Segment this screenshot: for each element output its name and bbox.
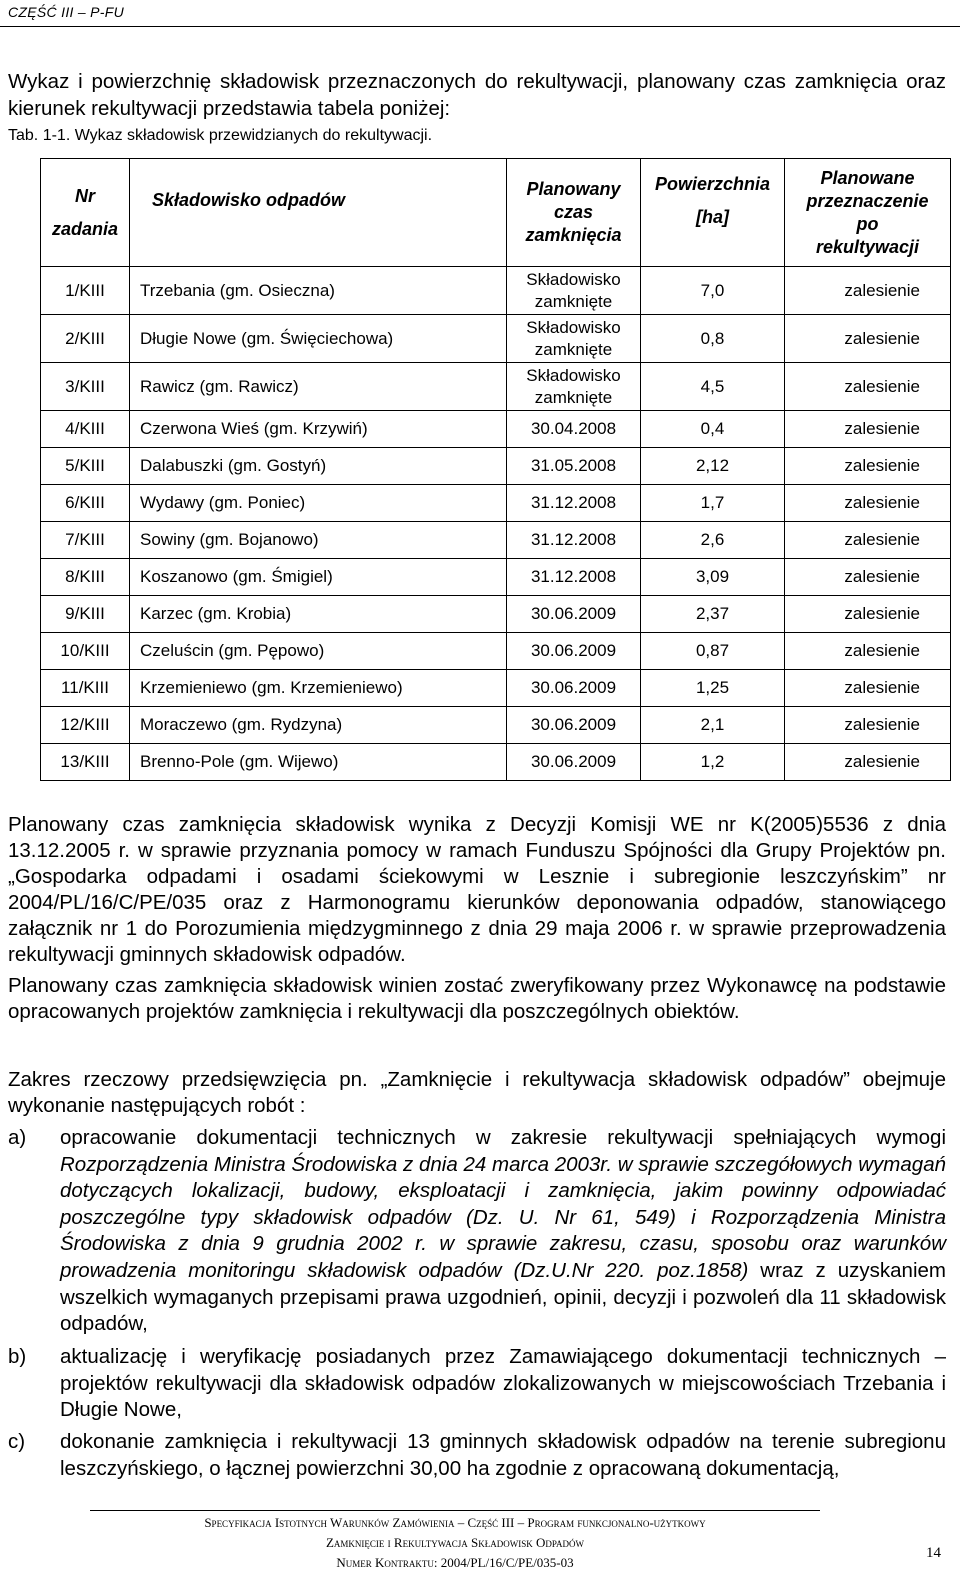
- cell-time: 30.04.2008: [507, 411, 641, 448]
- footer-line-2: Zamknięcie i Rekultywacja Składowisk Odpadów: [325, 1535, 585, 1550]
- cell-purpose: zalesienie: [785, 707, 951, 744]
- cell-time: [507, 315, 641, 363]
- list-item: [8, 1125, 946, 1338]
- cell-name: Koszanowo (gm. Śmigiel): [130, 559, 507, 596]
- cell-purpose: zalesienie: [785, 315, 951, 363]
- cell-area: 1,7: [641, 485, 785, 522]
- cell-area: 7,0: [641, 267, 785, 315]
- header-nr: [41, 159, 130, 267]
- cell-area: 0,87: [641, 633, 785, 670]
- table-row: [41, 485, 951, 522]
- cell-purpose: zalesienie: [785, 485, 951, 522]
- list-text: [60, 1125, 946, 1338]
- table-row: [41, 267, 951, 315]
- cell-time: 30.06.2009: [507, 596, 641, 633]
- cell-name: Moraczewo (gm. Rydzyna): [130, 707, 507, 744]
- cell-area: 2,12: [641, 448, 785, 485]
- header-purpose-line: rekultywacji: [815, 236, 920, 257]
- cell-time-line: zamknięte: [534, 291, 613, 311]
- cell-nr: 1/KIII: [41, 267, 130, 315]
- cell-purpose: zalesienie: [785, 670, 951, 707]
- cell-purpose: zalesienie: [785, 633, 951, 670]
- cell-time-line: Składowisko: [526, 365, 621, 385]
- header-nr-line: Nr: [74, 185, 95, 206]
- landfill-table: [40, 158, 951, 781]
- list-text-lead: aktualizację i weryfikację posiadanych przez Zamawiającego dokumentacji technicznych – projektów rekultywacji dla składowisk odpadów zlokalizowanych w miejscowościach Trzebania i Długie Nowe,: [60, 1345, 946, 1422]
- header-nr-line: zadania: [51, 218, 119, 239]
- cell-nr: 8/KIII: [41, 559, 130, 596]
- cell-nr: 5/KIII: [41, 448, 130, 485]
- cell-name: Wydawy (gm. Poniec): [130, 485, 507, 522]
- paragraph-verification: Planowany czas zamknięcia składowisk winien zostać zweryfikowany przez Wykonawcę na podstawie opracowanych projektów zamknięcia i rekultywacji dla poszczególnych obiektów.: [8, 974, 946, 1023]
- list-item: [8, 1429, 946, 1482]
- footer-line-1: Specyfikacja Istotnych Warunków Zamówienia – Część III – Program funkcjonalno-użytkowy: [204, 1515, 706, 1530]
- cell-purpose: zalesienie: [785, 744, 951, 781]
- cell-area: 4,5: [641, 363, 785, 411]
- cell-nr: 7/KIII: [41, 522, 130, 559]
- cell-purpose: zalesienie: [785, 448, 951, 485]
- cell-time: [507, 363, 641, 411]
- cell-name: Sowiny (gm. Bojanowo): [130, 522, 507, 559]
- list-text: [60, 1344, 946, 1424]
- cell-nr: 11/KIII: [41, 670, 130, 707]
- table-row: [41, 596, 951, 633]
- cell-time-line: Składowisko: [526, 317, 621, 337]
- cell-name: Rawicz (gm. Rawicz): [130, 363, 507, 411]
- cell-nr: 6/KIII: [41, 485, 130, 522]
- footer-rule: [90, 1510, 820, 1511]
- table-header-row: [41, 159, 951, 267]
- cell-purpose: zalesienie: [785, 267, 951, 315]
- running-header: CZĘŚĆ III – P-FU: [8, 4, 125, 20]
- cell-time-line: zamknięte: [534, 387, 613, 407]
- cell-time: [507, 267, 641, 315]
- footer-line-3: Numer Kontraktu: 2004/PL/16/C/PE/035-03: [336, 1555, 574, 1570]
- cell-nr: 4/KIII: [41, 411, 130, 448]
- table-row: [41, 670, 951, 707]
- cell-area: 1,2: [641, 744, 785, 781]
- cell-time-line: zamknięte: [534, 339, 613, 359]
- table-body: [41, 267, 951, 781]
- header-area: [641, 159, 785, 267]
- cell-nr: 3/KIII: [41, 363, 130, 411]
- cell-time: 31.12.2008: [507, 485, 641, 522]
- list-marker: a): [8, 1126, 27, 1149]
- cell-name: Brenno-Pole (gm. Wijewo): [130, 744, 507, 781]
- cell-time: 30.06.2009: [507, 670, 641, 707]
- table-row: [41, 411, 951, 448]
- table-caption: Tab. 1-1. Wykaz składowisk przewidzianych do rekultywacji.: [8, 127, 433, 144]
- table-row: [41, 707, 951, 744]
- cell-area: 3,09: [641, 559, 785, 596]
- page-number: 14: [926, 1545, 941, 1561]
- header-time: [507, 159, 641, 267]
- cell-time: 31.12.2008: [507, 559, 641, 596]
- table-row: [41, 744, 951, 781]
- cell-nr: 9/KIII: [41, 596, 130, 633]
- table-row: [41, 633, 951, 670]
- cell-area: 1,25: [641, 670, 785, 707]
- cell-name: Długie Nowe (gm. Święciechowa): [130, 315, 507, 363]
- cell-time: 30.06.2009: [507, 744, 641, 781]
- header-time-line: zamknięcia: [525, 225, 622, 245]
- cell-time-line: Składowisko: [526, 269, 621, 289]
- paragraph-scope: Zakres rzeczowy przedsięwzięcia pn. „Zamknięcie i rekultywacja składowisk odpadów” obejmuje wykonanie następujących robót :: [8, 1068, 946, 1117]
- header-name-text: Składowisko odpadów: [152, 189, 346, 210]
- cell-time: 30.06.2009: [507, 633, 641, 670]
- header-name: [130, 159, 507, 267]
- cell-purpose: zalesienie: [785, 363, 951, 411]
- cell-time: 31.05.2008: [507, 448, 641, 485]
- list-text: [60, 1429, 946, 1482]
- list-text-tail: wraz z uzyskaniem wszelkich wymaganych przepisami prawa uzgodnień, opinii, decyzji i pozwoleń dla 11 składowisk odpadów,: [60, 1258, 946, 1336]
- header-area-line: Powierzchnia: [654, 173, 771, 194]
- header-purpose-line: Planowane: [820, 167, 915, 188]
- header-time-line: czas: [553, 202, 594, 222]
- cell-name: Czeluścin (gm. Pępowo): [130, 633, 507, 670]
- header-purpose-line: przeznaczenie: [806, 190, 929, 211]
- table-row: [41, 363, 951, 411]
- table-row: [41, 315, 951, 363]
- cell-name: Czerwona Wieś (gm. Krzywiń): [130, 411, 507, 448]
- paragraph-decision: Planowany czas zamknięcia składowisk wynika z Decyzji Komisji WE nr K(2005)5536 z dnia 13.12.2005 r. w sprawie przyznania pomocy w ramach Funduszu Spójności dla Grupy Projektów pn. „Gospodarka odpadami i osadami ściekowymi w Lesznie i subregionie leszczyńskim” nr 2004/PL/16/C/PE/035 oraz z Harmonogramu kierunków deponowania odpadów, stanowiącego załącznik nr 1 do Porozumienia międzygminnego z dnia 29 maja 2006 r. w sprawie przeprowadzenia rekultywacji gminnych składowisk odpadów.: [8, 813, 946, 966]
- list-text-lead: opracowanie dokumentacji technicznych w zakresie rekultywacji spełniających wymogi: [60, 1126, 946, 1149]
- cell-area: 2,37: [641, 596, 785, 633]
- list-text-italic: Rozporządzenia Ministra Środowiska z dnia 24 marca 2003r. w sprawie szczegółowych wymagań dotyczących lokalizacji, budowy, eksploatacji i zamknięcia, jakim powinny odpowiadać poszczególne typy składowisk odpadów (Dz. U. Nr 61, 549) i Rozporządzenia Ministra Środowiska z dnia 9 grudnia 2002 r. w sprawie zakresu, czasu, sposobu oraz warunków prowadzenia monitoringu składowisk odpadów (Dz.U.Nr 220. poz.1858): [60, 1152, 946, 1282]
- header-time-line: Planowany: [526, 179, 621, 199]
- intro-paragraph: Wykaz i powierzchnię składowisk przeznaczonych do rekultywacji, planowany czas zamknięcia oraz kierunek rekultywacji przedstawia tabela poniżej:: [8, 70, 946, 120]
- table-row: [41, 559, 951, 596]
- cell-area: 2,1: [641, 707, 785, 744]
- table-row: [41, 448, 951, 485]
- cell-name: Karzec (gm. Krobia): [130, 596, 507, 633]
- cell-area: 2,6: [641, 522, 785, 559]
- header-area-line: [ha]: [696, 206, 729, 227]
- cell-purpose: zalesienie: [785, 411, 951, 448]
- header-purpose: [785, 159, 951, 267]
- cell-name: Krzemieniewo (gm. Krzemieniewo): [130, 670, 507, 707]
- list-marker: c): [8, 1430, 26, 1453]
- cell-purpose: zalesienie: [785, 596, 951, 633]
- cell-area: 0,4: [641, 411, 785, 448]
- cell-nr: 10/KIII: [41, 633, 130, 670]
- header-purpose-line: po: [856, 213, 879, 234]
- list-item: [8, 1344, 946, 1424]
- cell-purpose: zalesienie: [785, 522, 951, 559]
- cell-area: 0,8: [641, 315, 785, 363]
- cell-nr: 13/KIII: [41, 744, 130, 781]
- cell-name: Trzebania (gm. Osieczna): [130, 267, 507, 315]
- cell-nr: 12/KIII: [41, 707, 130, 744]
- list-text-lead: dokonanie zamknięcia i rekultywacji 13 gminnych składowisk odpadów na terenie subregionu leszczyńskiego, o łącznej powierzchni 30,00 ha zgodnie z opracowaną dokumentacją,: [60, 1430, 946, 1480]
- table-row: [41, 522, 951, 559]
- header-rule: [0, 26, 960, 27]
- cell-nr: 2/KIII: [41, 315, 130, 363]
- list-marker: b): [8, 1345, 27, 1368]
- cell-name: Dalabuszki (gm. Gostyń): [130, 448, 507, 485]
- cell-time: 30.06.2009: [507, 707, 641, 744]
- cell-time: 31.12.2008: [507, 522, 641, 559]
- cell-purpose: zalesienie: [785, 559, 951, 596]
